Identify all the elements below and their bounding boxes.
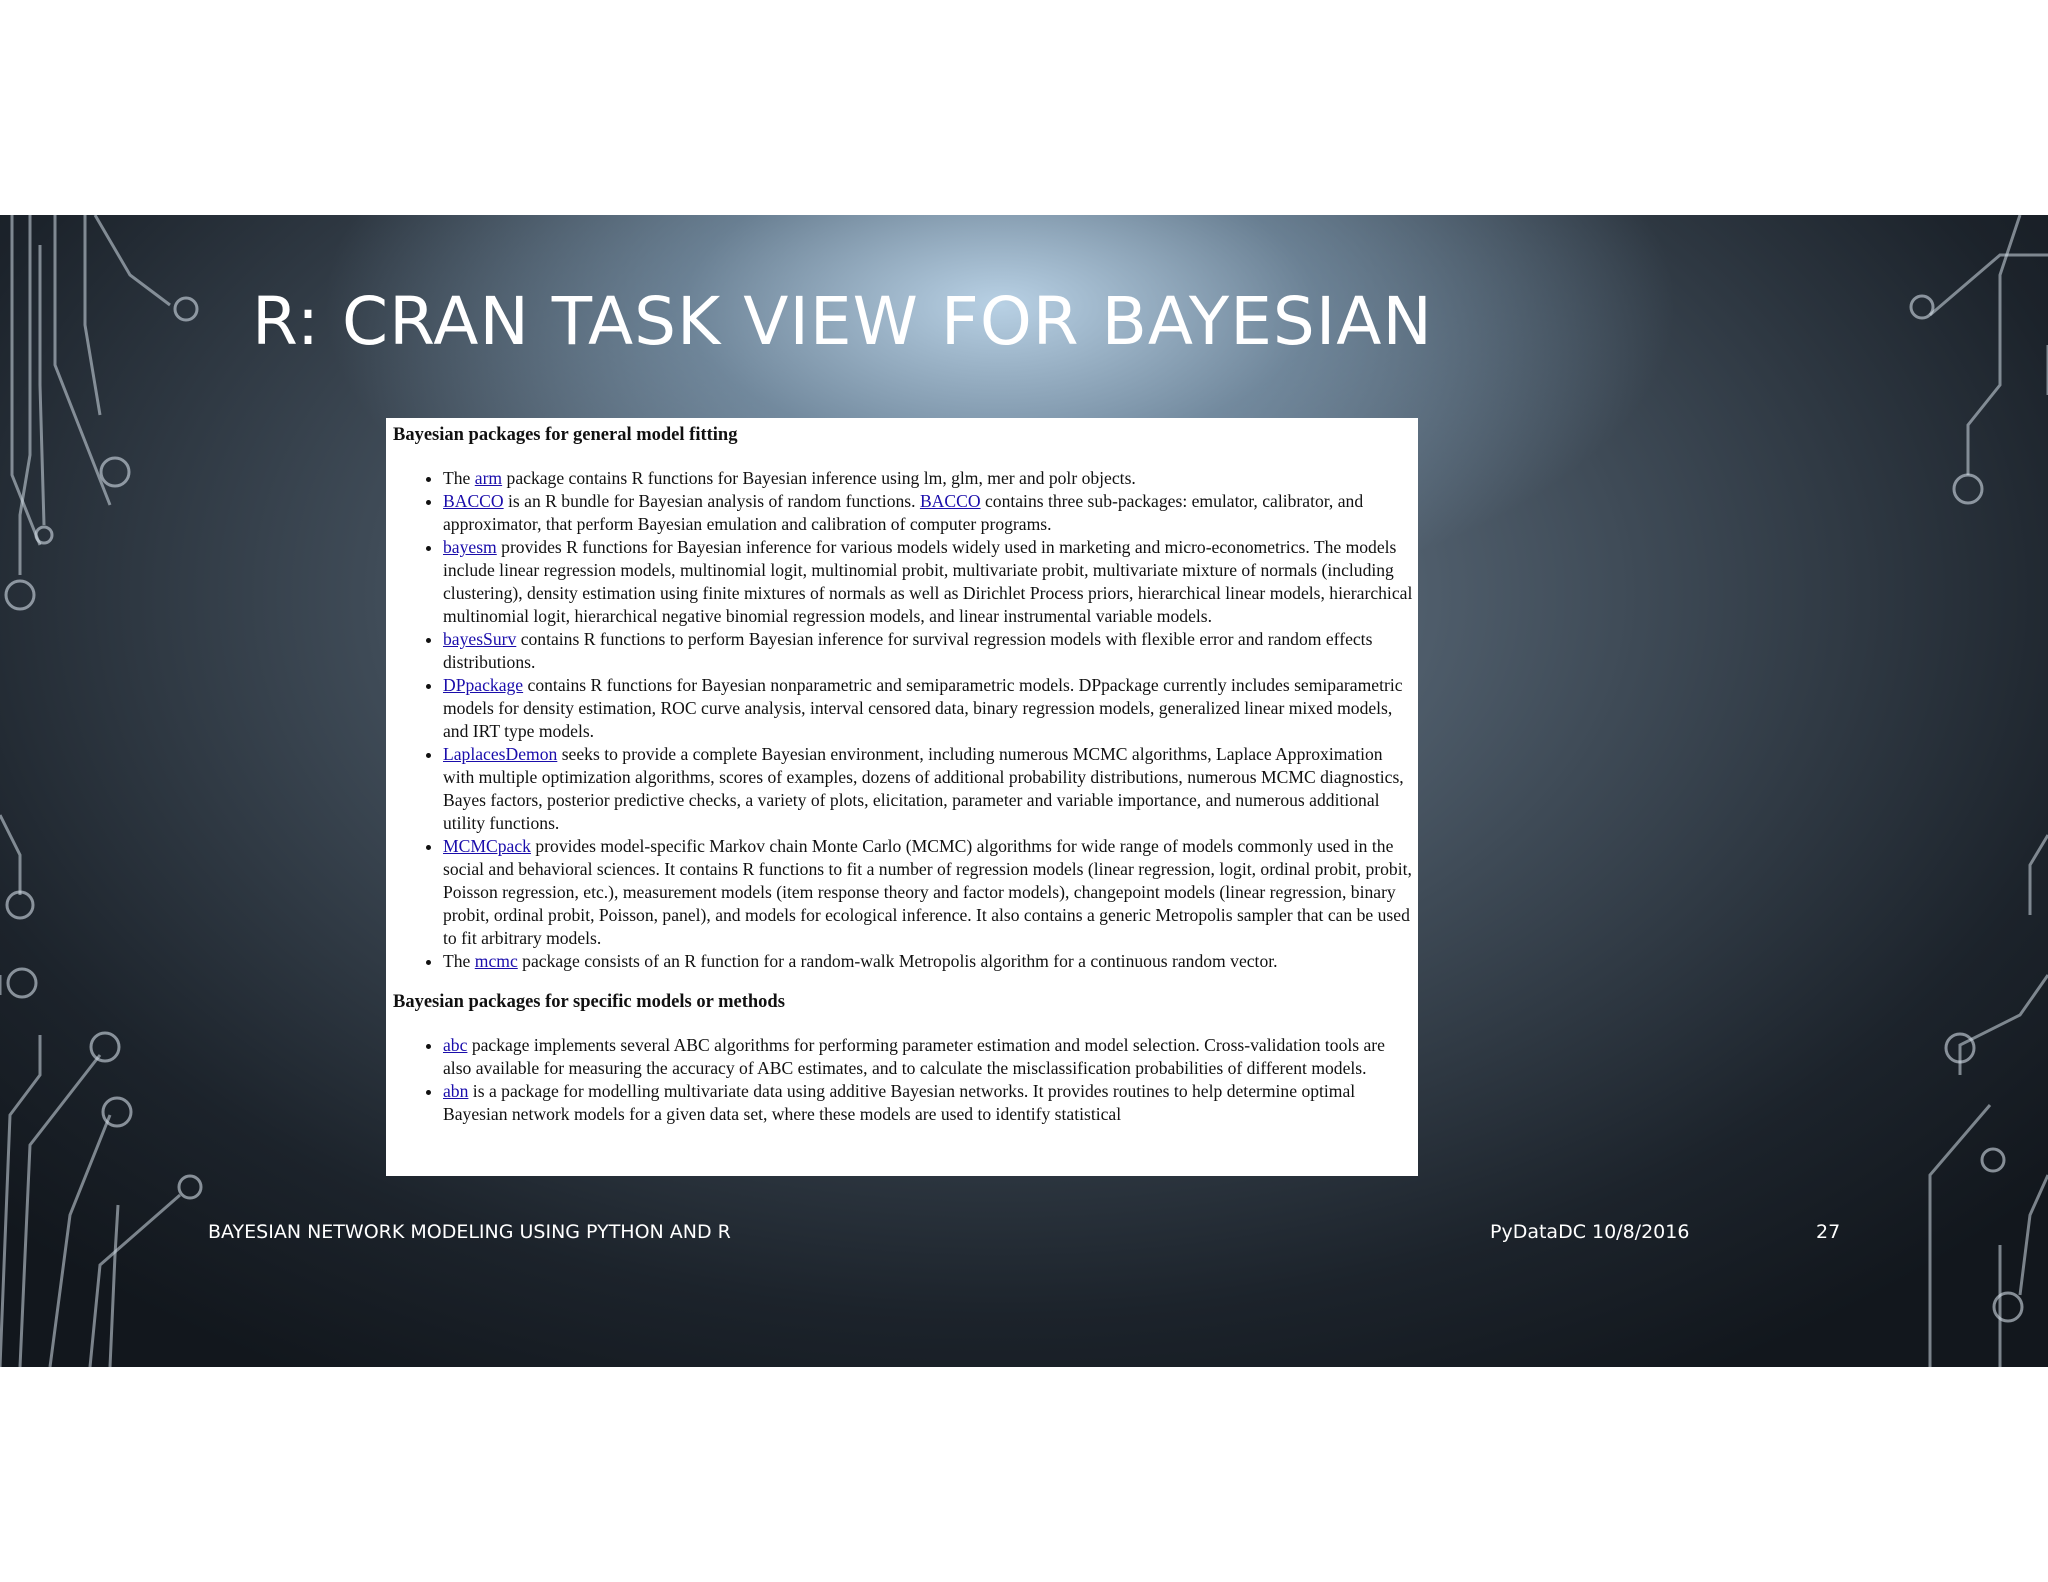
- package-link-bayessurv[interactable]: bayesSurv: [443, 629, 517, 649]
- footer-event-date: PyDataDC 10/8/2016: [1490, 1221, 1690, 1243]
- list-item: • The mcmc package consists of an R function for a random-walk Metropolis algorithm for a continuous random vector.: [443, 950, 1414, 973]
- package-list-specific: [393, 1034, 1414, 1126]
- package-list-general: [393, 467, 1414, 973]
- package-link-arm[interactable]: arm: [474, 468, 503, 488]
- cran-task-view-screenshot: [386, 418, 1418, 1176]
- section-heading-general: Bayesian packages for general model fitting: [393, 425, 738, 445]
- package-link-laplacesdemon[interactable]: LaplacesDemon: [443, 744, 558, 764]
- package-link-abn[interactable]: abn: [443, 1081, 469, 1101]
- package-link-bayesm[interactable]: bayesm: [443, 537, 497, 557]
- slide: [0, 215, 2048, 1367]
- package-link-bacco[interactable]: BACCO: [443, 491, 504, 511]
- slide-title: R: CRAN TASK VIEW FOR BAYESIAN: [252, 283, 1433, 360]
- package-link-mcmcpack[interactable]: MCMCpack: [443, 836, 531, 856]
- package-link-abc[interactable]: abc: [443, 1035, 468, 1055]
- package-link-bacco-2[interactable]: BACCO: [919, 491, 981, 511]
- list-item: • The arm package contains R functions for Bayesian inference using lm, glm, mer and polr objects.: [443, 467, 1414, 490]
- list-item: • BACCO is an R bundle for Bayesian analysis of random functions. BACCO contains three sub-packages: emulator, calibrator, and approximator, that perform Bayesian emulation and calibration of computer programs.: [443, 490, 1414, 536]
- list-item: • bayesm provides R functions for Bayesian inference for various models widely used in marketing and micro-econometrics. The models include linear regression models, multinomial logit, multinomial probit, multivariate probit, multivariate mixture of normals (including clustering), density estimation using finite mixtures of normals as well as Dirichlet Process priors, hierarchical linear models, hierarchical multinomial logit, hierarchical negative binomial regression models, and linear instrumental variable models.: [443, 536, 1414, 628]
- list-item: • abc package implements several ABC algorithms for performing parameter estimation and model selection. Cross-validation tools are also available for measuring the accuracy of ABC estimates, and to calculate the misclassification probabilities of different models.: [443, 1034, 1414, 1080]
- list-item: • LaplacesDemon seeks to provide a complete Bayesian environment, including numerous MCMC algorithms, Laplace Approximation with multiple optimization algorithms, scores of examples, dozens of additional probability distributions, numerous MCMC diagnostics, Bayes factors, posterior predictive checks, a variety of plots, elicitation, parameter and variable importance, and numerous additional utility functions.: [443, 743, 1414, 835]
- slide-number: 27: [1816, 1221, 1841, 1243]
- list-item: • abn is a package for modelling multivariate data using additive Bayesian networks. It provides routines to help determine optimal Bayesian network models for a given data set, where these models are used to identify statistical: [443, 1080, 1414, 1126]
- section-heading-specific: Bayesian packages for specific models or methods: [393, 992, 785, 1012]
- list-item: • MCMCpack provides model-specific Markov chain Monte Carlo (MCMC) algorithms for wide range of models commonly used in the social and behavioral sciences. It contains R functions to fit a number of regression models (linear regression, logit, ordinal probit, probit, Poisson regression, etc.), measurement models (item response theory and factor models), changepoint models (linear regression, binary probit, ordinal probit, Poisson, panel), and models for ecological inference. It also contains a generic Metropolis sampler that can be used to fit arbitrary models.: [443, 835, 1414, 950]
- package-link-mcmc[interactable]: mcmc: [474, 951, 518, 971]
- list-item: • DPpackage contains R functions for Bayesian nonparametric and semiparametric models. DPpackage currently includes semiparametric models for density estimation, ROC curve analysis, interval censored data, binary regression models, generalized linear mixed models, and IRT type models.: [443, 674, 1414, 743]
- package-link-dppackage[interactable]: DPpackage: [443, 675, 524, 695]
- footer-title: BAYESIAN NETWORK MODELING USING PYTHON AND R: [208, 1221, 731, 1243]
- list-item: • bayesSurv contains R functions to perform Bayesian inference for survival regression models with flexible error and random effects distributions.: [443, 628, 1414, 674]
